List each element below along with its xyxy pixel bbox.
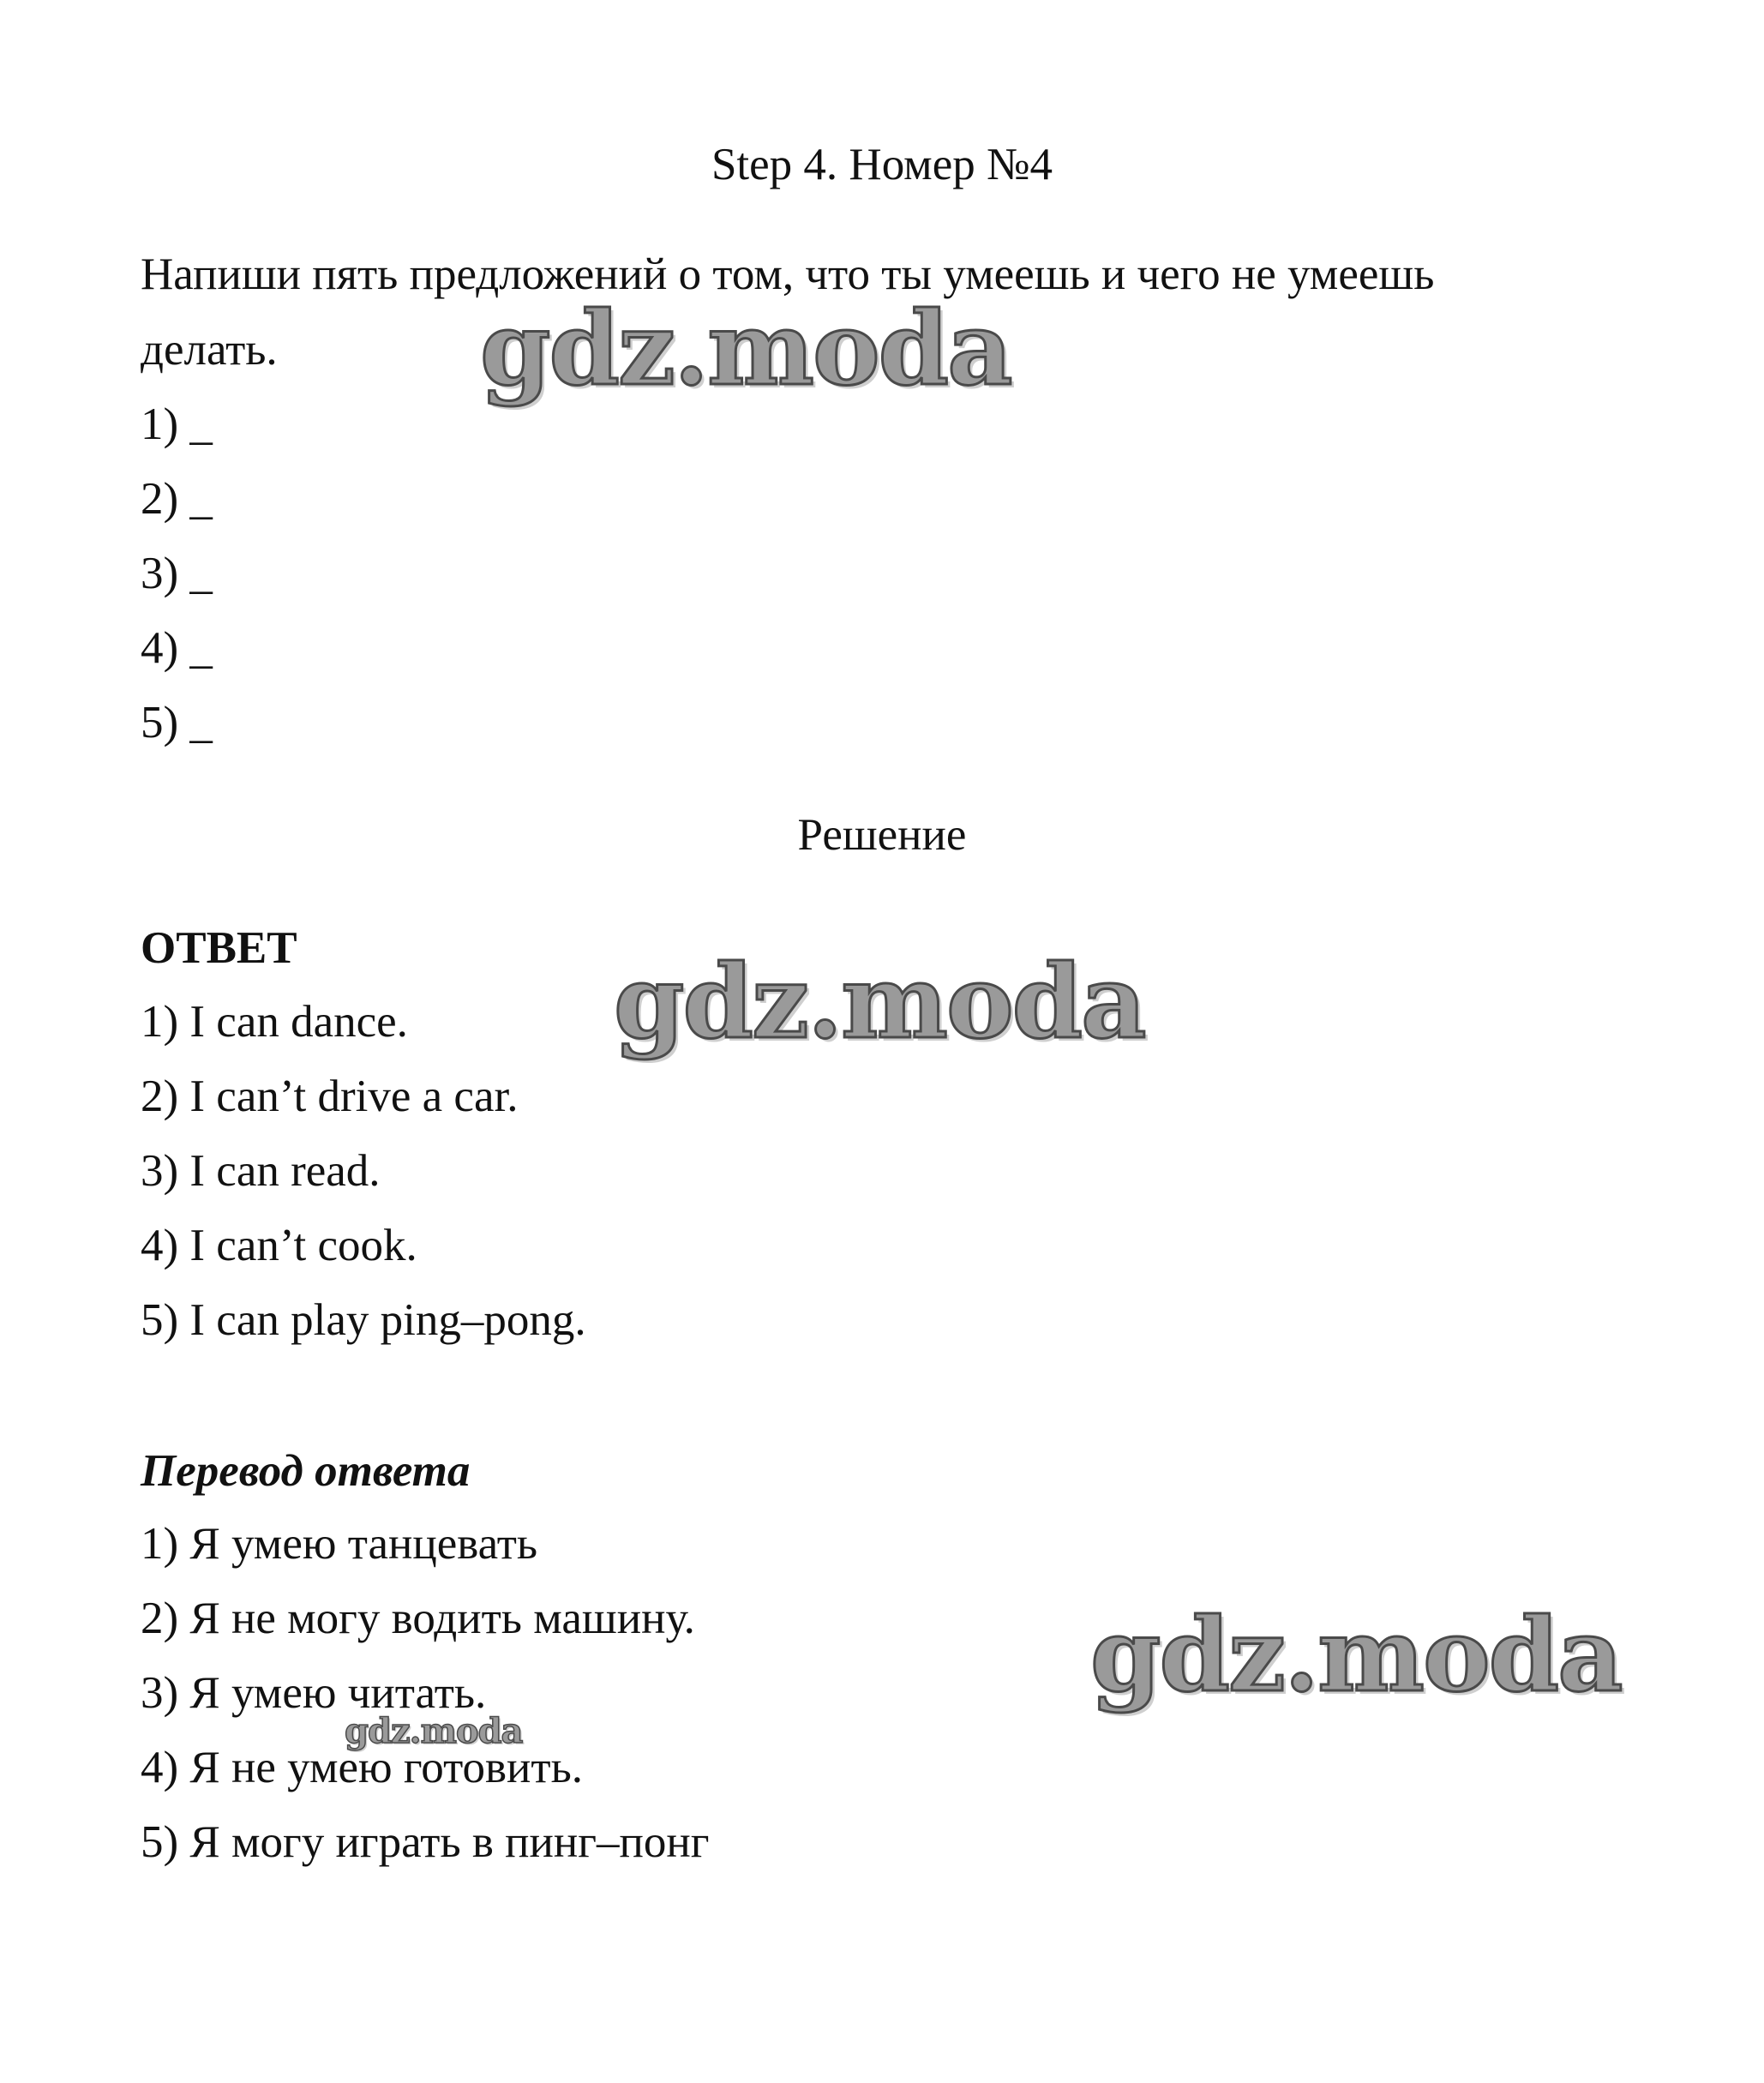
translation-label: Перевод ответа (141, 1446, 471, 1496)
blank-item-5: 5) _ (141, 698, 213, 747)
blank-item-1: 1) _ (141, 399, 213, 449)
watermark-logo: gdz.moda (480, 289, 1011, 408)
translation-item-1: 1) Я умею танцевать (141, 1519, 538, 1569)
answer-item-1: 1) I can dance. (141, 997, 408, 1047)
answer-item-3: 3) I can read. (141, 1146, 381, 1196)
answer-label: ОТВЕТ (141, 923, 297, 973)
translation-item-2: 2) Я не могу водить машину. (141, 1594, 695, 1643)
task-prompt-line-2: делать. (141, 325, 278, 375)
watermark-logo: gdz.moda (614, 942, 1145, 1061)
translation-item-4: 4) Я не умею готовить. (141, 1743, 583, 1792)
blank-item-4: 4) _ (141, 623, 213, 673)
watermark-logo-small: gdz.moda (345, 1711, 523, 1751)
solution-heading: Решение (797, 810, 967, 860)
page-title: Step 4. Номер №4 (711, 140, 1053, 189)
answer-item-4: 4) I can’t cook. (141, 1221, 417, 1270)
blank-item-3: 3) _ (141, 549, 213, 598)
task-prompt-line-1: Напиши пять предложений о том, что ты умеешь и чего не умеешь (141, 249, 1435, 299)
blank-item-2: 2) _ (141, 474, 213, 524)
translation-item-5: 5) Я могу играть в пинг–понг (141, 1817, 710, 1867)
answer-item-5: 5) I can play ping–pong. (141, 1295, 586, 1345)
watermark-logo: gdz.moda (1090, 1595, 1622, 1714)
answer-item-2: 2) I can’t drive a car. (141, 1072, 519, 1121)
translation-item-3: 3) Я умею читать. (141, 1668, 487, 1718)
